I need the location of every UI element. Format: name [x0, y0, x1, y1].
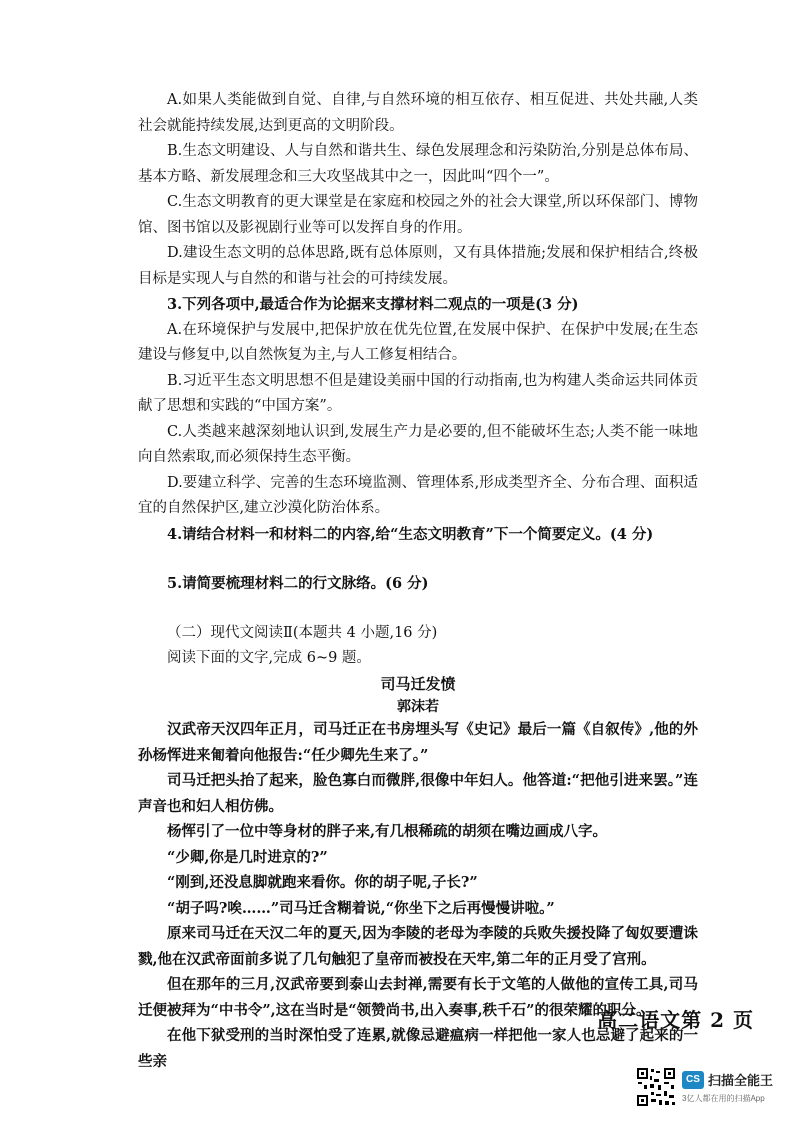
qr-code-icon [636, 1067, 676, 1107]
story-paragraph: 司马迁把头抬了起来，脸色寡白而微胖,很像中年妇人。他答道:“把他引进来罢。”连声音也和妇人相仿佛。 [138, 772, 698, 815]
story-paragraph: “少卿,你是几时进京的?” [167, 848, 328, 866]
question-3: 3.下列各项中,最适合作为论据来支撑材料二观点的一项是(3 分) [167, 296, 579, 313]
app-slogan: 3亿人都在用的扫描App [682, 1094, 765, 1103]
story-paragraph: 杨恽引了一位中等身材的胖子来,有几根稀疏的胡须在嘴边画成八字。 [167, 823, 608, 840]
option-a: A.如果人类能做到自觉、自律,与自然环境的相互依存、相互促进、共处共融,人类社会就能持续发展,达到更高的文明阶段。 [138, 92, 698, 134]
app-name: 扫描全能王 [708, 1073, 774, 1088]
section-heading: （二）现代文阅读Ⅱ(本题共 4 小题,16 分) [167, 624, 438, 641]
question-5: 5.请简要梳理材料二的行文脉络。(6 分) [167, 575, 429, 592]
reading-instruction: 阅读下面的文字,完成 6~9 题。 [167, 650, 371, 666]
story-paragraph: “刚到,还没息脚就跑来看你。你的胡子呢,子长?” [167, 874, 478, 891]
page-number-label: 高二语文第 2 页 [597, 1008, 754, 1032]
story-paragraph: 在他下狱受刑的当时深怕受了连累,就像忌避瘟病一样把他一家人也忌避了起来的一些亲 [138, 1027, 698, 1070]
question-3-option-c: C.人类越来越深刻地认识到,发展生产力是必要的,但不能破坏生态;人类不能一味地向自然索取,而必须保持生态平衡。 [138, 423, 698, 465]
option-d: D.建设生态文明的总体思路,既有总体原则，又有具体措施;发展和保护相结合,终极目标是实现人与自然的和谐与社会的可持续发展。 [138, 245, 698, 287]
scanner-watermark [636, 1067, 786, 1113]
option-b: B.生态文明建设、人与自然和谐共生、绿色发展理念和污染防治,分别是总体布局、基本方略、新发展理念和三大攻坚战其中之一，因此叫“四个一”。 [138, 143, 698, 185]
question-4: 4.请结合材料一和材料二的内容,给“生态文明教育”下一个简要定义。(4 分) [167, 525, 654, 543]
question-3-option-a: A.在环境保护与发展中,把保护放在优先位置,在发展中保护、在保护中发展;在生态建设与修复中,以自然恢复为主,与人工修复相结合。 [138, 321, 698, 363]
story-paragraph: “胡子吗?唉……”司马迁含糊着说,“你坐下之后再慢慢讲啦。” [167, 899, 555, 917]
story-paragraph: 但在那年的三月,汉武帝要到泰山去封禅,需要有长于文笔的人做他的宣传工具,司马迁便被拜为“中书令”,这在当时是“领赞尚书,出入奏事,秩千石”的很荣耀的职分。 [138, 976, 698, 1019]
question-3-option-b: B.习近平生态文明思想不但是建设美丽中国的行动指南,也为构建人类命运共同体贡献了思想和实践的“中国方案”。 [138, 372, 698, 414]
camscanner-logo-icon: CS [682, 1071, 704, 1089]
story-paragraph: 汉武帝天汉四年正月，司马迁正在书房埋头写《史记》最后一篇《自叙传》,他的外孙杨恽进来匍着向他报告:“任少卿先生来了。” [138, 721, 698, 764]
story-title: 司马迁发愤 [380, 674, 456, 693]
story-paragraph: 原来司马迁在天汉二年的夏天,因为李陵的老母为李陵的兵败失援投降了匈奴要遭诛戮,他在汉武帝面前多说了几句触犯了皇帝而被投在天牢,第二年的正月受了宫刑。 [138, 925, 698, 968]
page-content [138, 88, 698, 1074]
option-c: C.生态文明教育的更大课堂是在家庭和校园之外的社会大课堂,所以环保部门、博物馆、图书馆以及影视剧行业等可以发挥自身的作用。 [138, 194, 698, 236]
story-author: 郭沫若 [397, 699, 439, 715]
question-3-option-d: D.要建立科学、完善的生态环境监测、管理体系,形成类型齐全、分布合理、面积适宜的自然保护区,建立沙漠化防治体系。 [138, 474, 698, 516]
